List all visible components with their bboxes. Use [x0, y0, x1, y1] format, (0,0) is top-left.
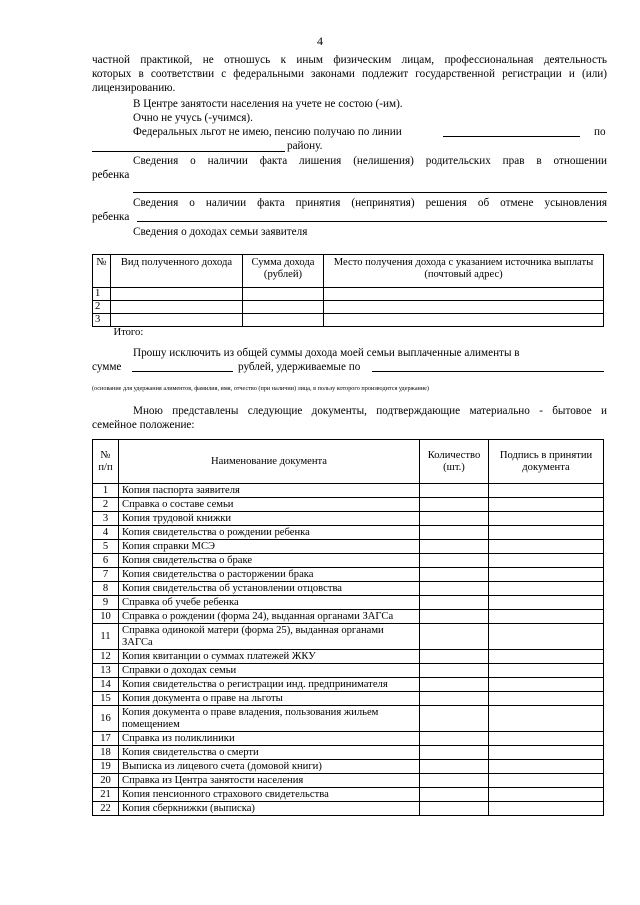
- quantity-cell[interactable]: [420, 650, 489, 664]
- footnote: (основание для удержания алиментов, фамилия, имя, отчество (при наличии) лица, в пользу которого производится удержание): [92, 385, 429, 392]
- signature-cell[interactable]: [489, 498, 604, 512]
- text-line: Федеральных льгот не имею, пенсию получаю по линии: [133, 126, 402, 138]
- row-number: 2: [93, 301, 111, 314]
- text-line: семейное положение:: [92, 419, 195, 431]
- row-number: 18: [93, 746, 119, 760]
- row-number: 9: [93, 596, 119, 610]
- table-row: [93, 554, 604, 568]
- blank-line: [92, 151, 285, 152]
- row-number: 17: [93, 732, 119, 746]
- row-number: 16: [93, 706, 119, 732]
- table-row: [93, 692, 604, 706]
- table-row: [93, 512, 604, 526]
- text-line: ребенка: [92, 169, 130, 181]
- documents-table: [92, 439, 604, 816]
- row-number: 12: [93, 650, 119, 664]
- row-number: 19: [93, 760, 119, 774]
- table-cell[interactable]: [111, 288, 243, 301]
- text-line: лицензированию.: [92, 82, 176, 94]
- text-line: ребенка: [92, 211, 130, 223]
- signature-cell[interactable]: [489, 760, 604, 774]
- quantity-cell[interactable]: [420, 774, 489, 788]
- text-line: Прошу исключить из общей суммы дохода моей семьи выплаченные алименты в: [133, 347, 520, 359]
- table-row: [93, 706, 604, 732]
- document-name: Копия свидетельства о расторжении брака: [119, 568, 420, 582]
- text-line: рублей, удерживаемые по: [238, 361, 361, 373]
- table-row: [93, 526, 604, 540]
- total-label: Итого:: [113, 327, 144, 339]
- quantity-cell[interactable]: [420, 568, 489, 582]
- table-row: [93, 678, 604, 692]
- signature-cell[interactable]: [489, 540, 604, 554]
- row-number: 1: [93, 288, 111, 301]
- table-row: [93, 540, 604, 554]
- table-cell[interactable]: [243, 301, 324, 314]
- table-header: Сумма дохода (рублей): [243, 255, 324, 288]
- table-row: [93, 802, 604, 816]
- table-row: [93, 568, 604, 582]
- blank-line: [372, 371, 604, 372]
- quantity-cell[interactable]: [420, 760, 489, 774]
- document-name: Копия свидетельства о рождении ребенка: [119, 526, 420, 540]
- row-number: 5: [93, 540, 119, 554]
- quantity-cell[interactable]: [420, 678, 489, 692]
- page-number: 4: [317, 34, 323, 48]
- income-table: [92, 254, 604, 340]
- signature-cell[interactable]: [489, 732, 604, 746]
- text-line: по: [594, 126, 606, 138]
- document-name: Справка из Центра занятости населения: [119, 774, 420, 788]
- signature-cell[interactable]: [489, 484, 604, 498]
- quantity-cell[interactable]: [420, 732, 489, 746]
- document-name: Копия документа о праве на льготы: [119, 692, 420, 706]
- row-number: 20: [93, 774, 119, 788]
- document-name: Копия свидетельства о браке: [119, 554, 420, 568]
- row-number: 1: [93, 484, 119, 498]
- quantity-cell[interactable]: [420, 746, 489, 760]
- text-line: Сведения о наличии факта лишения (нелишения) родительских прав в отношении: [133, 155, 607, 167]
- table-cell[interactable]: [243, 314, 324, 327]
- table-total-row: [93, 327, 604, 340]
- signature-cell[interactable]: [489, 692, 604, 706]
- document-name: Справка одинокой матери (форма 25), выданная органами ЗАГСа: [119, 624, 420, 650]
- signature-cell[interactable]: [489, 554, 604, 568]
- document-name: Копия свидетельства об установлении отцовства: [119, 582, 420, 596]
- table-header: №: [93, 255, 111, 288]
- document-name: Копия трудовой книжки: [119, 512, 420, 526]
- document-name: Справка об учебе ребенка: [119, 596, 420, 610]
- table-cell[interactable]: [324, 288, 604, 301]
- blank-line: [137, 221, 607, 222]
- table-row: [93, 610, 604, 624]
- signature-cell[interactable]: [489, 706, 604, 732]
- table-cell[interactable]: [324, 301, 604, 314]
- signature-cell[interactable]: [489, 802, 604, 816]
- quantity-cell[interactable]: [420, 512, 489, 526]
- signature-cell[interactable]: [489, 664, 604, 678]
- document-name: Копия пенсионного страхового свидетельства: [119, 788, 420, 802]
- table-row: [93, 314, 604, 327]
- blank-line: [132, 371, 233, 372]
- table-row: [93, 596, 604, 610]
- quantity-cell[interactable]: [420, 498, 489, 512]
- text-line: району.: [287, 140, 323, 152]
- table-row: [93, 301, 604, 314]
- quantity-cell[interactable]: [420, 624, 489, 650]
- document-name: Копия справки МСЭ: [119, 540, 420, 554]
- row-number: 15: [93, 692, 119, 706]
- signature-cell[interactable]: [489, 678, 604, 692]
- signature-cell[interactable]: [489, 746, 604, 760]
- row-number: 13: [93, 664, 119, 678]
- text-line: частной практикой, не отношусь к иным физическим лицам, профессиональная деятельность: [92, 54, 607, 66]
- table-row: [93, 650, 604, 664]
- row-number: 10: [93, 610, 119, 624]
- text-line: которых в соответствии с федеральными законами подлежит государственной регистрации и (или): [92, 68, 607, 80]
- document-name: Копия документа о праве владения, пользования жильем помещением: [119, 706, 420, 732]
- table-header: Подпись в принятии документа: [489, 440, 604, 484]
- document-name: Справки о доходах семьи: [119, 664, 420, 678]
- table-header: Количество (шт.): [420, 440, 489, 484]
- document-name: Копия паспорта заявителя: [119, 484, 420, 498]
- table-cell[interactable]: [324, 314, 604, 327]
- blank-line: [443, 136, 580, 137]
- document-name: Копия квитанции о суммах платежей ЖКУ: [119, 650, 420, 664]
- table-row: [93, 746, 604, 760]
- row-number: 22: [93, 802, 119, 816]
- row-number: 3: [93, 512, 119, 526]
- table-cell[interactable]: [111, 314, 243, 327]
- table-row: [93, 498, 604, 512]
- signature-cell[interactable]: [489, 774, 604, 788]
- table-row: [93, 624, 604, 650]
- signature-cell[interactable]: [489, 650, 604, 664]
- table-row: [93, 774, 604, 788]
- document-name: Справка о рождении (форма 24), выданная органами ЗАГСа: [119, 610, 420, 624]
- table-row: [93, 484, 604, 498]
- quantity-cell[interactable]: [420, 692, 489, 706]
- table-row: [93, 732, 604, 746]
- document-name: Копия сберкнижки (выписка): [119, 802, 420, 816]
- row-number: 21: [93, 788, 119, 802]
- quantity-cell[interactable]: [420, 526, 489, 540]
- signature-cell[interactable]: [489, 526, 604, 540]
- blank-line: [133, 192, 607, 193]
- table-header: № п/п: [93, 440, 119, 484]
- row-number: 6: [93, 554, 119, 568]
- table-header-row: [93, 440, 604, 484]
- quantity-cell[interactable]: [420, 596, 489, 610]
- row-number: 2: [93, 498, 119, 512]
- table-header-row: [93, 255, 604, 288]
- document-name: Копия свидетельства о смерти: [119, 746, 420, 760]
- table-header: Место получения дохода с указанием источника выплаты (почтовый адрес): [324, 255, 604, 288]
- quantity-cell[interactable]: [420, 582, 489, 596]
- signature-cell[interactable]: [489, 596, 604, 610]
- row-number: 3: [93, 314, 111, 327]
- text-line: Сведения о наличии факта принятия (непринятия) решения об отмене усыновления: [133, 197, 607, 209]
- quantity-cell[interactable]: [420, 484, 489, 498]
- table-row: [93, 582, 604, 596]
- quantity-cell[interactable]: [420, 554, 489, 568]
- text-line: В Центре занятости населения на учете не состою (-им).: [133, 98, 403, 110]
- signature-cell[interactable]: [489, 788, 604, 802]
- table-cell[interactable]: [243, 288, 324, 301]
- row-number: 11: [93, 624, 119, 650]
- text-line: Очно не учусь (-учимся).: [133, 112, 253, 124]
- signature-cell[interactable]: [489, 512, 604, 526]
- signature-cell[interactable]: [489, 610, 604, 624]
- row-number: 8: [93, 582, 119, 596]
- quantity-cell[interactable]: [420, 540, 489, 554]
- table-header: Вид полученного дохода: [111, 255, 243, 288]
- quantity-cell[interactable]: [420, 664, 489, 678]
- document-name: Выписка из лицевого счета (домовой книги): [119, 760, 420, 774]
- document-name: Справка о составе семьи: [119, 498, 420, 512]
- signature-cell[interactable]: [489, 568, 604, 582]
- table-row: [93, 288, 604, 301]
- quantity-cell[interactable]: [420, 788, 489, 802]
- document-name: Копия свидетельства о регистрации инд. предпринимателя: [119, 678, 420, 692]
- row-number: 4: [93, 526, 119, 540]
- row-number: 7: [93, 568, 119, 582]
- text-line: Сведения о доходах семьи заявителя: [133, 226, 308, 238]
- table-header: Наименование документа: [119, 440, 420, 484]
- table-row: [93, 664, 604, 678]
- table-row: [93, 788, 604, 802]
- signature-cell[interactable]: [489, 582, 604, 596]
- table-row: [93, 760, 604, 774]
- signature-cell[interactable]: [489, 624, 604, 650]
- quantity-cell[interactable]: [420, 802, 489, 816]
- quantity-cell[interactable]: [420, 706, 489, 732]
- text-line: сумме: [92, 361, 122, 373]
- quantity-cell[interactable]: [420, 610, 489, 624]
- text-line: Мною представлены следующие документы, подтверждающие материально - бытовое и: [133, 405, 607, 417]
- table-cell[interactable]: [111, 301, 243, 314]
- document-name: Справка из поликлиники: [119, 732, 420, 746]
- row-number: 14: [93, 678, 119, 692]
